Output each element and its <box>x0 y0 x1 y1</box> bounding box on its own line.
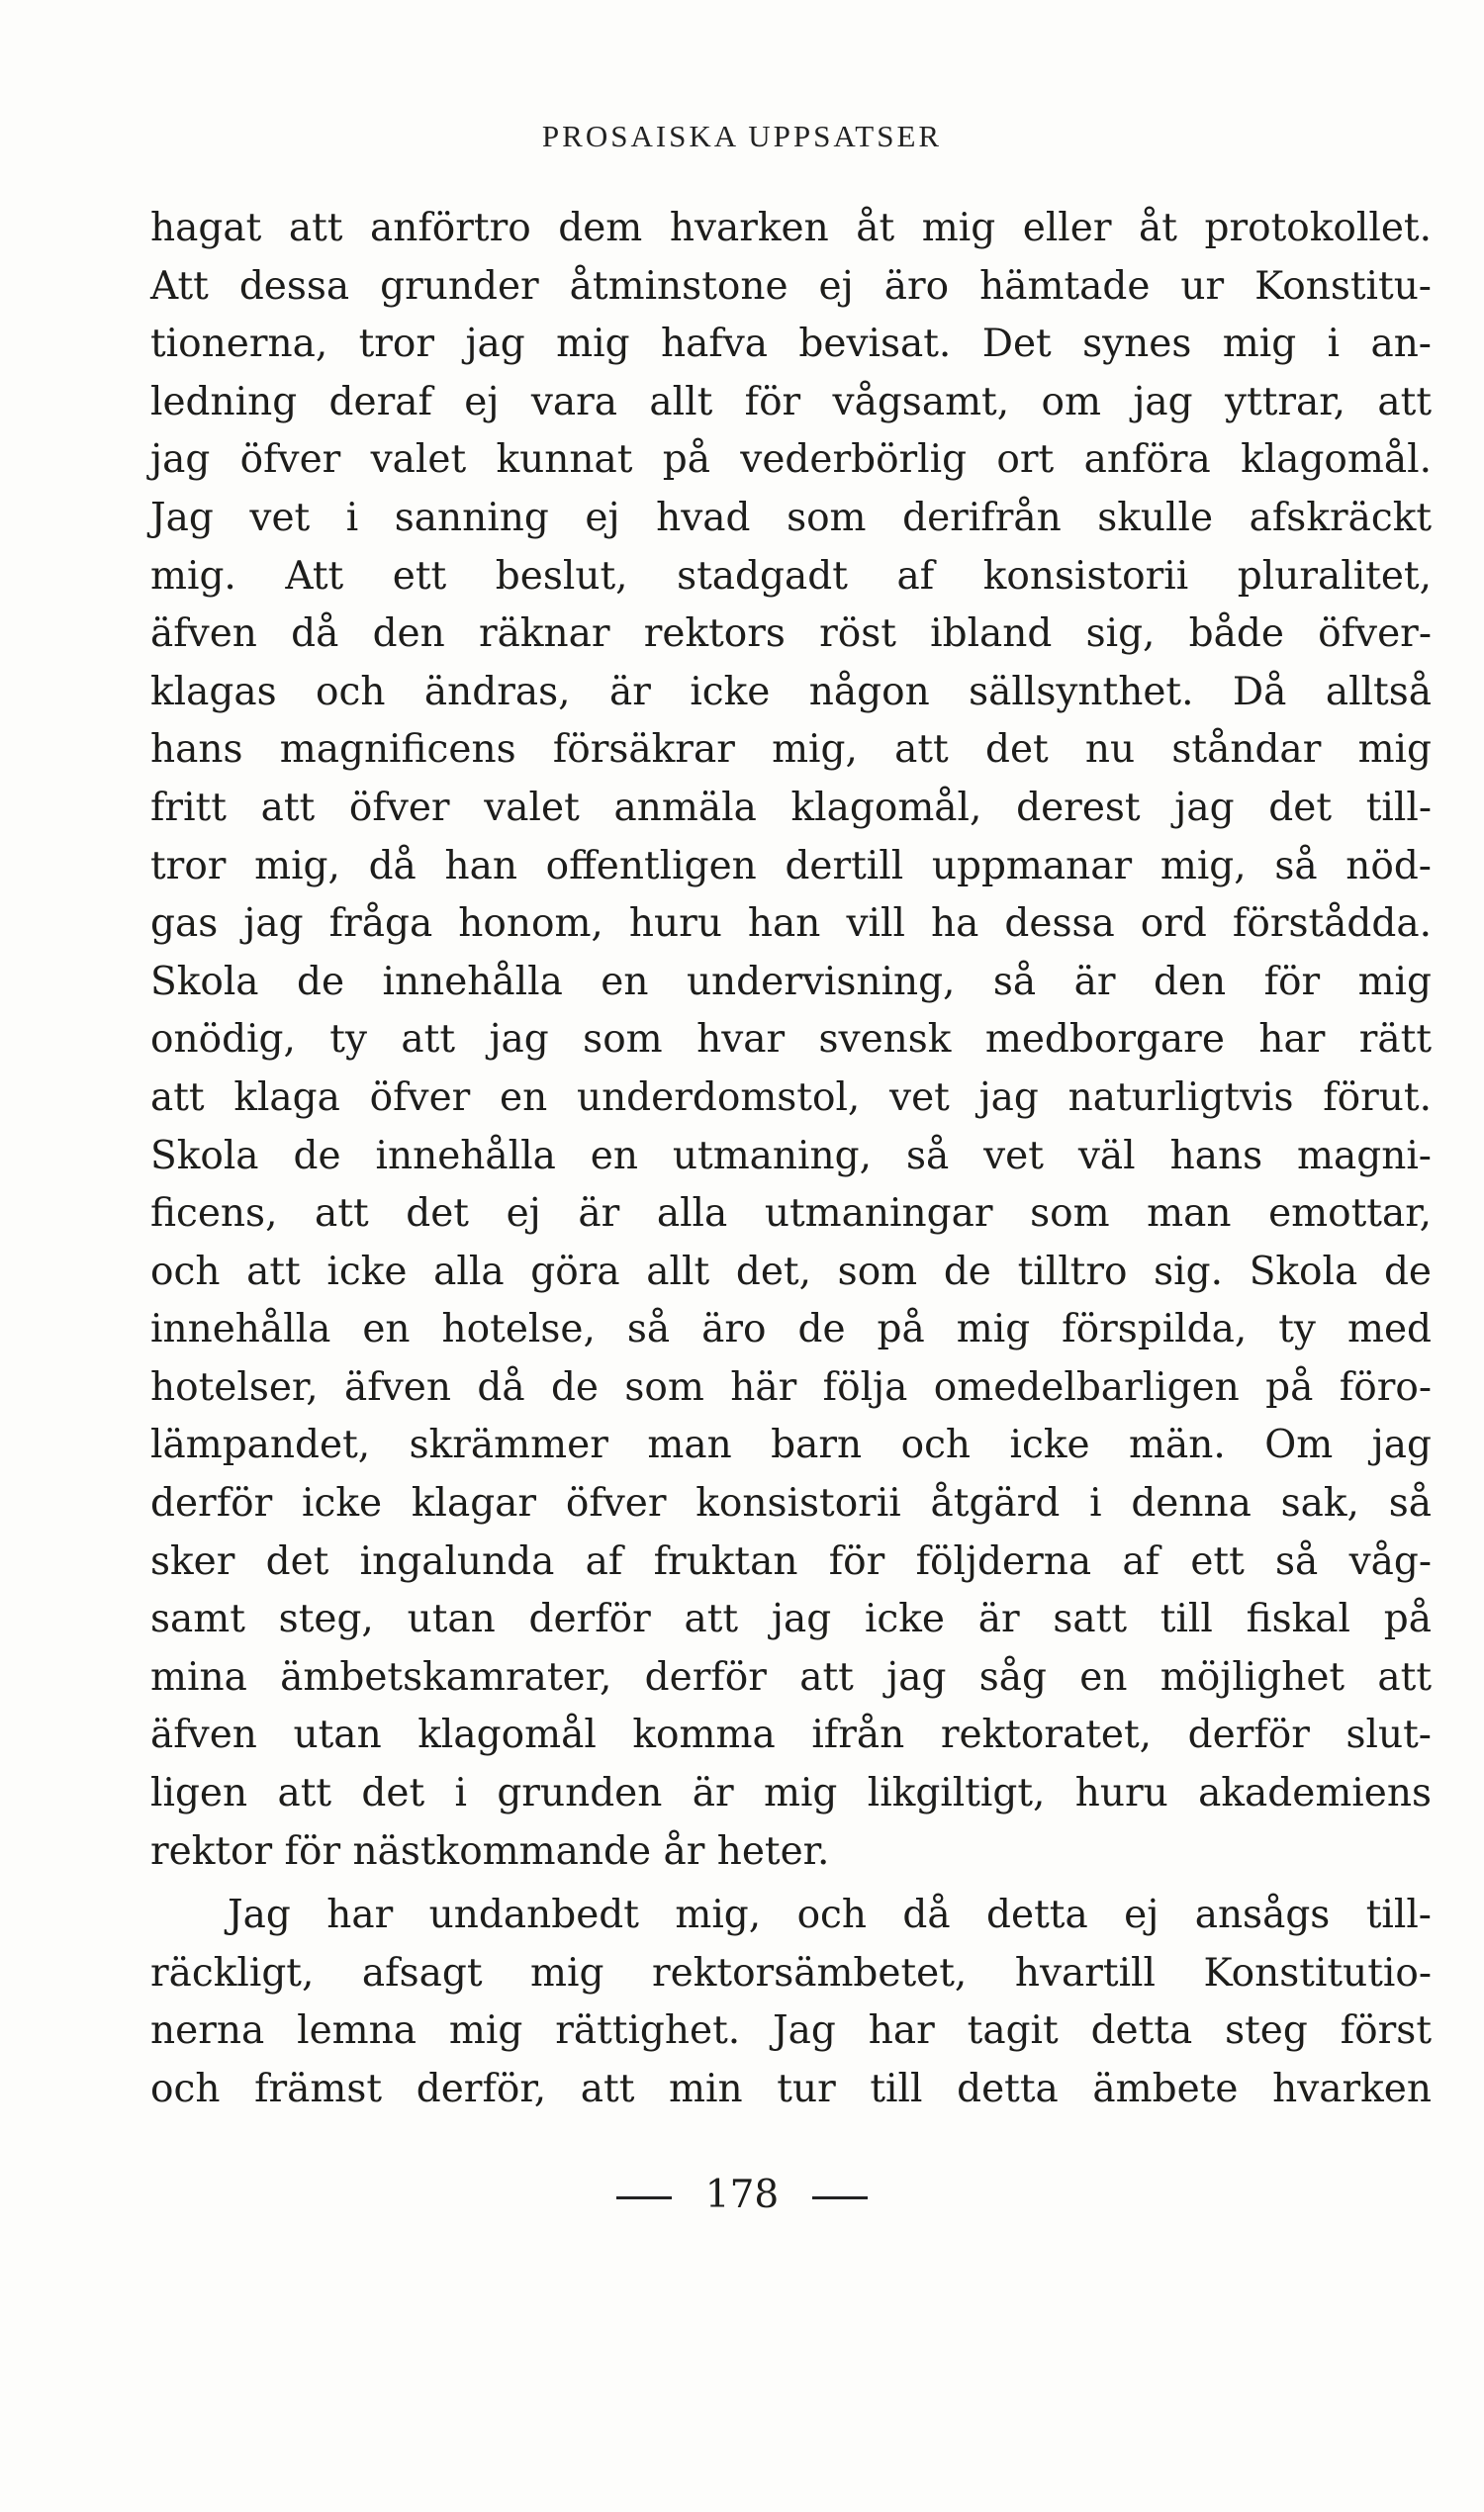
text-line: Skola de innehålla en utmaning, så vet väl hans magni- <box>150 1133 1432 1178</box>
text-line: innehålla en hotelse, så äro de på mig förspilda, ty med <box>150 1307 1432 1352</box>
text-line: äfven utan klagomål komma ifrån rektoratet, derför slut- <box>150 1713 1432 1758</box>
text-line: onödig, ty att jag som hvar svensk medborgare har rätt <box>150 1017 1432 1063</box>
page-number-footer <box>0 2173 1484 2217</box>
text-line: äfven då den räknar rektors röst ibland sig, både öfver- <box>150 611 1432 657</box>
text-line: rektor för nästkommande år heter. <box>150 1828 830 1874</box>
paragraph-2 <box>150 1887 1437 2118</box>
text-line: hotelser, äfven då de som här följa omedelbarligen på föro- <box>150 1364 1432 1410</box>
text-line: Jag har undanbedt mig, och då detta ej ansågs till- <box>228 1893 1432 1938</box>
text-line: gas jag fråga honom, huru han vill ha dessa ord förstådda. <box>150 901 1432 947</box>
dash-left <box>616 2196 672 2199</box>
text-line: ledning deraf ej vara allt för vågsamt, om jag yttrar, att <box>150 379 1432 424</box>
text-line: jag öfver valet kunnat på vederbörlig ort anföra klagomål. <box>150 437 1432 483</box>
text-line: lämpandet, skrämmer man barn och icke män. Om jag <box>150 1423 1432 1468</box>
text-line: att klaga öfver en underdomstol, vet jag naturligtvis förut. <box>150 1074 1432 1120</box>
text-line: räckligt, afsagt mig rektorsämbetet, hvartill Konstitutio- <box>150 1950 1432 1996</box>
body-text <box>150 200 1437 2119</box>
text-line: tror mig, då han offentligen dertill uppmanar mig, så nöd- <box>150 843 1432 888</box>
text-line: ficens, att det ej är alla utmaningar som man emottar, <box>150 1191 1432 1237</box>
running-head: PROSAISKA UPPSATSER <box>541 119 943 153</box>
text-line: hagat att anförtro dem hvarken åt mig eller åt protokollet. <box>150 206 1432 250</box>
paragraph-1 <box>150 200 1437 1881</box>
text-line: nerna lemna mig rättighet. Jag har tagit detta steg först <box>150 2008 1432 2054</box>
text-line: och att icke alla göra allt det, som de tilltro sig. Skola de <box>150 1249 1432 1294</box>
text-line: mina ämbetskamrater, derför att jag såg en möjlighet att <box>150 1654 1432 1700</box>
text-line: klagas och ändras, är icke någon sällsynthet. Då alltså <box>150 669 1432 714</box>
text-line: Skola de innehålla en undervisning, så är den för mig <box>150 959 1432 1004</box>
text-line: Att dessa grunder åtminstone ej äro hämtade ur Konstitu- <box>150 263 1432 309</box>
text-line: tionerna, tror jag mig hafva bevisat. Det synes mig i an- <box>150 322 1432 367</box>
page-number: 178 <box>704 2173 780 2217</box>
text-line: mig. Att ett beslut, stadgadt af konsistorii pluralitet, <box>150 553 1432 599</box>
text-line: fritt att öfver valet anmäla klagomål, derest jag det till- <box>150 785 1432 830</box>
dash-right <box>812 2196 868 2199</box>
text-line: ligen att det i grunden är mig likgiltigt, huru akademiens <box>150 1771 1432 1816</box>
text-line: hans magnificens försäkrar mig, att det nu ståndar mig <box>150 727 1432 773</box>
text-line: derför icke klagar öfver konsistorii åtgärd i denna sak, så <box>150 1481 1432 1527</box>
text-line: sker det ingalunda af fruktan för följderna af ett så våg- <box>150 1538 1432 1584</box>
text-line: Jag vet i sanning ej hvad som derifrån skulle afskräckt <box>150 495 1432 540</box>
text-line: och främst derför, att min tur till detta ämbete hvarken <box>150 2067 1432 2111</box>
text-line: samt steg, utan derför att jag icke är satt till fiskal på <box>150 1597 1432 1642</box>
